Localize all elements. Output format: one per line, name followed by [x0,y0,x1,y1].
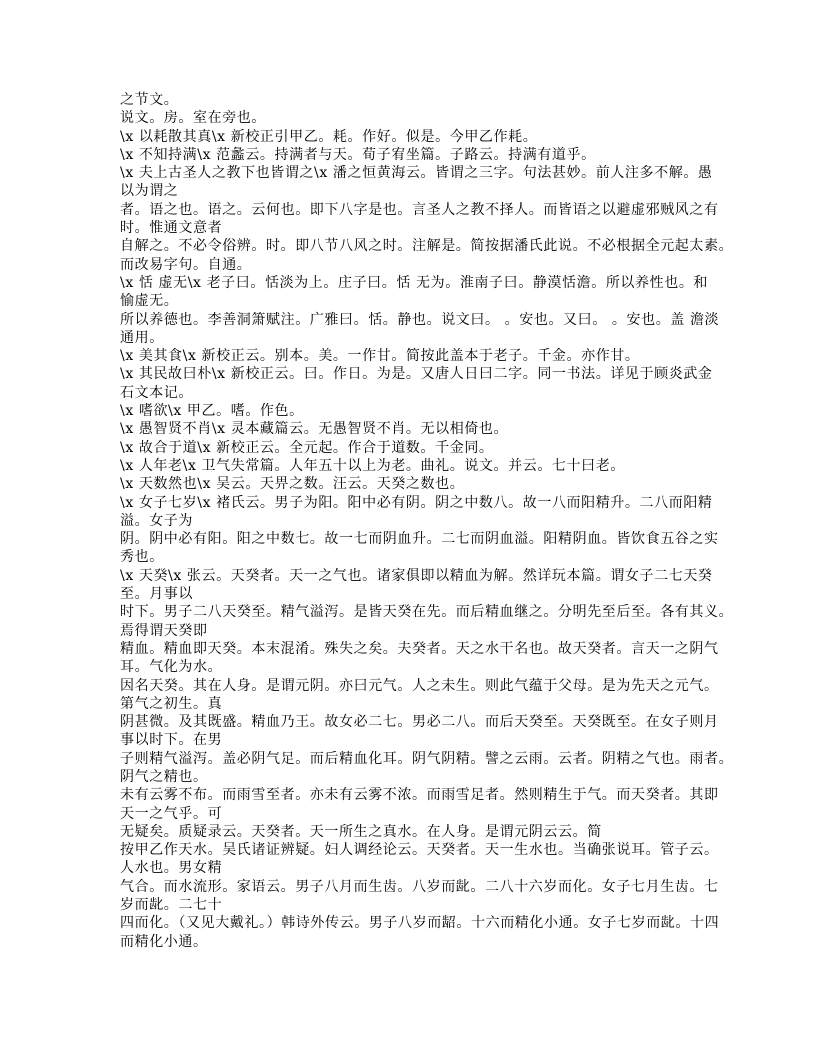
text-line: 所以养德也。李善洞箫赋注。广雅曰。恬。静也。说文曰。 。安也。又曰。 。安也。盖 澹淡 [120,311,720,328]
text-line: \x 夫上古圣人之教下也皆谓之\x 潘之恒黄海云。皆谓之三字。句法甚妙。前人注多不解。愚 [120,165,713,182]
text-line: 阴。阴中必有阳。阳之中数七。故一七而阴血升。二七而阴血溢。阳精阴血。皆饮食五谷之实 [120,531,719,548]
text-line: 而精化小通。 [120,933,208,950]
document-page [120,91,734,951]
text-line: \x 不知持满\x 范蠡云。持满者与天。荀子宥坐篇。子路云。持满有道乎。 [120,146,596,163]
text-line: 至。月事以 [120,586,193,603]
text-line: \x 恬 虚无\x 老子曰。恬淡为上。庄子曰。恬 无为。淮南子曰。静漠恬澹。所以养性也。和 [120,274,709,291]
text-line: 耳。气化为水。 [120,659,223,676]
text-line: 阴甚微。及其既盛。精血乃王。故女必二七。男必二八。而后天癸至。天癸既至。在女子则月 [120,714,719,731]
text-line: \x 美其食\x 新校正云。别本。美。一作甘。简按此盖本于老子。千金。亦作甘。 [120,348,640,365]
text-line: 秀也。 [120,549,164,566]
text-line: 焉得谓天癸即 [120,622,208,639]
text-line: \x 故合于道\x 新校正云。全元起。作合于道数。千金同。 [120,439,494,456]
text-line: \x 人年老\x 卫气失常篇。人年五十以上为老。曲礼。说文。并云。七十曰老。 [120,457,625,474]
text-line: 第气之初生。真 [120,695,223,712]
text-line: 时。惟通文意者 [120,220,223,237]
text-line: 天一之气乎。可 [120,805,223,822]
text-line: 按甲乙作天水。吴氏诸证辨疑。妇人调经论云。天癸者。天一生水也。当确张说耳。管子云。 [120,842,719,859]
text-line: 之节文。 [120,92,179,108]
text-line: 溢。女子为 [120,512,193,529]
text-line: 气合。而水流形。家语云。男子八月而生齿。八岁而龀。二八十六岁而化。女子七月生齿。七 [120,878,719,895]
text-line: 精血。精血即天癸。本末混淆。殊失之矣。夫癸者。天之水干名也。故天癸者。言天一之阴气 [120,640,719,657]
text-line: 阴气之精也。 [120,768,208,785]
text-line: 无疑矣。质疑录云。天癸者。天一所生之真水。在人身。是谓元阴云云。简 [120,823,602,840]
text-line: 因名天癸。其在人身。是谓元阴。亦曰元气。人之未生。则此气蕴于父母。是为先天之元气。 [120,677,719,694]
text-line: 说文。房。室在旁也。 [120,110,266,127]
text-line: 人水也。男女精 [120,860,223,877]
text-line: \x 天数然也\x 吴云。天畀之数。汪云。天癸之数也。 [120,476,465,493]
text-line: \x 嗜欲\x 甲乙。嗜。作色。 [120,403,304,420]
text-line: 四而化。（又见大戴礼。）韩诗外传云。男子八岁而龆。十六而精化小通。女子七岁而龀。十四 [120,915,720,932]
text-line: 时下。男子二八天癸至。精气溢泻。是皆天癸在先。而后精血继之。分明先至后至。各有其义。 [120,604,734,621]
text-line: 事以时下。在男 [120,732,223,749]
text-line: \x 女子七岁\x 褚氏云。男子为阳。阳中必有阴。阴之中数八。故一八而阳精升。二八而阳精 [120,494,713,511]
text-line: 自解之。不必令俗辨。时。即八节八风之时。注解是。简按据潘氏此说。不必根据全元起太素。 [120,238,734,255]
text-line: \x 天癸\x 张云。天癸者。天一之气也。诸家俱即以精血为解。然详玩本篇。谓女子二七天癸 [120,567,713,584]
text-line: 而改易字句。自通。 [120,256,252,273]
text-line: \x 其民故曰朴\x 新校正云。曰。作日。为是。又唐人日曰二字。同一书法。详见于顾炎武金 [120,366,713,383]
text-line: 未有云雾不布。而雨雪至者。亦未有云雾不浓。而雨雪足者。然则精生于气。而天癸者。其即 [120,787,719,804]
text-line: 通用。 [120,329,164,346]
text-line: \x 以耗散其真\x 新校正引甲乙。耗。作好。似是。今甲乙作耗。 [120,128,538,145]
text-line: 者。语之也。语之。云何也。即下八字是也。言圣人之教不择人。而皆语之以避虚邪贼风之有 [120,201,719,218]
text-line: 愉虚无。 [120,293,179,310]
text-line: 子则精气溢泻。盖必阴气足。而后精血化耳。阴气阴精。譬之云雨。云者。阴精之气也。雨者。 [120,750,734,767]
text-line: \x 愚智贤不肖\x 灵本藏篇云。无愚智贤不肖。无以相倚也。 [120,421,509,438]
text-line: 以为谓之 [120,183,179,200]
text-line: 岁而龀。二七十 [120,897,223,914]
text-line: 石文本记。 [120,384,193,401]
